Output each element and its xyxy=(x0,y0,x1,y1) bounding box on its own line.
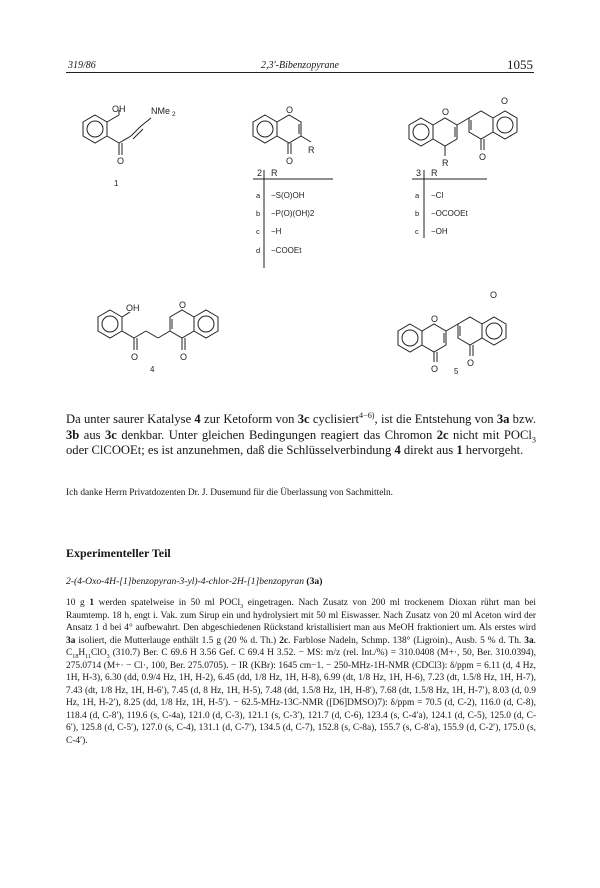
s2-r-label: R xyxy=(308,145,315,155)
table2-row-d-key: d xyxy=(256,246,261,255)
s5-ring-oxygen: O xyxy=(431,314,439,324)
structure-4 xyxy=(98,310,218,350)
compound-number-4: 4 xyxy=(150,365,155,374)
table3-row-a-key: a xyxy=(415,191,420,200)
s4-ring-oxygen: O xyxy=(179,300,187,310)
table3-row-a-value: −Cl xyxy=(431,191,444,200)
compound-number-5: 5 xyxy=(454,367,459,376)
table2-head-number: 2 xyxy=(257,168,263,178)
table3-head-number: 3 xyxy=(416,168,422,178)
s3-ring-oxygen: O xyxy=(442,107,450,117)
s4-oxygen-left: O xyxy=(131,352,139,362)
structure-3 xyxy=(409,111,517,156)
s1-oh-label: OH xyxy=(112,104,126,114)
s5-carbonyl-oxygen: O xyxy=(467,358,475,368)
s1-nme2-label: NMe xyxy=(151,106,171,116)
running-head-left: 319/86 xyxy=(68,60,96,71)
s2-carbonyl-oxygen: O xyxy=(286,156,294,166)
running-head-title: 2,3'-Bibenzopyrane xyxy=(261,60,339,71)
compound-number-1: 1 xyxy=(114,179,119,188)
table2-row-b-value: −P(O)(OH)2 xyxy=(271,209,315,218)
table2-row-a-value: −S(O)OH xyxy=(271,191,305,200)
table3-row-b-value: −OCOOEt xyxy=(431,209,468,218)
structure-figure xyxy=(0,0,600,390)
s3-top-oxygen: O xyxy=(501,96,509,106)
table2-row-b-key: b xyxy=(256,209,261,218)
acknowledgement: Ich danke Herrn Privatdozenten Dr. J. Dusemund für die Überlassung von Sachmitteln. xyxy=(66,488,394,498)
s3-r-label: R xyxy=(442,158,449,168)
table2-row-c-key: c xyxy=(256,227,260,236)
s2-ring-oxygen: O xyxy=(286,105,294,115)
table2-row-a-key: a xyxy=(256,191,261,200)
table2-row-d-value: −COOEt xyxy=(271,246,302,255)
structure-2 xyxy=(253,115,311,154)
s5-bottom-oxygen: O xyxy=(431,364,439,374)
discussion-paragraph: Da unter saurer Katalyse 4 zur Ketoform von 3c cyclisiert$^{4-6)}$, ist die Entstehung von 3a bzw. 3b aus 3c denkbar. Unter gleichen Bedingungen reagiert das Chromon 2c nicht mit POCl$_3$ oder ClCOOEt; es ist anzunehmen, daß die Schlüsselverbindung 4 direkt aus 1 hervorgeht. xyxy=(66,410,536,458)
table2-row-c-value: −H xyxy=(271,227,282,236)
table3-head-r: R xyxy=(431,168,438,178)
s5-top-oxygen: O xyxy=(490,290,498,300)
experimental-paragraph: 10 g 1 werden spatelweise in 50 ml POCl$_3$ eingetragen. Nach Zusatz von 200 ml trockenem Dioxan rührt man bei Raumtemp. 18 h, engt i. Vak. zum Sirup ein und hydrolysiert mit 50 ml Eiswasser. Nach Zusatz von 20 ml Aceton wird der Ansatz 1 d bei 4° aufbewahrt. Den abgeschiedenen Rückstand kristallisiert man aus MeOH fraktioniert um. Als erstes wird 3a isoliert, die Mutterlauge enthält 1.5 g (20 % d. Th.) 2c. Farblose Nadeln, Schmp. 138° (Ligroin)., Ausb. 5 % d. Th. 3a. $C_{18}H_{11}ClO_3$ (310.7) Ber. C 69.6 H 3.56 Gef. C 69.4 H 3.52. − MS: m/z (rel. Int./%) = 310.0408 (M+·, 50, Ber. 310.0394), 275.0714 (M+· − Cl·, 100, Ber. 275.0705). − IR (KBr): 1645 cm−1. − 250-MHz-1H-NMR (CDCl3): δ/ppm = 6.11 (d, 4 Hz, 1H, H-3), 6.30 (dd, 0.9/4 Hz, 1H, H-2), 6.45 (dd, 1/8 Hz, 1H, H-8), 6.99 (dt, 1/8 Hz, 1H, H-6), 7.23 (dt, 1.5/8 Hz, 1H, H-7), 7.43 (dt, 1/8 Hz, 1H, H-6′), 7.45 (d, 8 Hz, 1H, H-5), 7.48 (dd, 1.5/8 Hz, 1H, H-8′), 7.68 (dt, 1.5/8 Hz, 1H, H-7′), 8.03 (d, 0.9 Hz, 1H, H-2′), 8.25 (dd, 1/8 Hz, 1H, H-5′). − 62.5-MHz-13C-NMR ([D6]DMSO)7): δ/ppm = 70.5 (d, C-2), 116.0 (d, C-8), 118.4 (d, C-8′), 119.6 (s, C-4a), 121.0 (d, C-3), 121.1 (s, C-3′), 121.7 (d, C-6), 123.4 (s, C-4′a), 124.1 (d, C-5), 125.0 (d, C-6′), 125.8 (d, C-5′), 127.0 (s, C-4), 131.1 (d, C-7′), 134.5 (d, C-7), 152.8 (s, C-8a), 155.7 (s, C-8′a), 155.9 (d, C-2′), 175.0 (s, C-4′). xyxy=(66,598,537,746)
s4-oh-label: OH xyxy=(126,303,140,313)
s3-carbonyl-oxygen: O xyxy=(479,152,487,162)
s1-oxygen-label: O xyxy=(117,156,125,166)
page-number: 1055 xyxy=(507,57,533,72)
s1-nme2-subscript: 2 xyxy=(172,111,176,118)
table3-row-c-key: c xyxy=(415,227,419,236)
compound-heading: 2-(4-Oxo-4H-[1]benzopyran-3-yl)-4-chlor-2H-[1]benzopyran (3a) xyxy=(66,576,323,587)
table3-row-b-key: b xyxy=(415,209,420,218)
section-heading: Experimenteller Teil xyxy=(66,546,171,560)
structure-5 xyxy=(398,317,506,362)
table2-head-r: R xyxy=(271,168,278,178)
s4-oxygen-right: O xyxy=(180,352,188,362)
table3-row-c-value: −OH xyxy=(431,227,448,236)
structure-1 xyxy=(83,110,151,155)
